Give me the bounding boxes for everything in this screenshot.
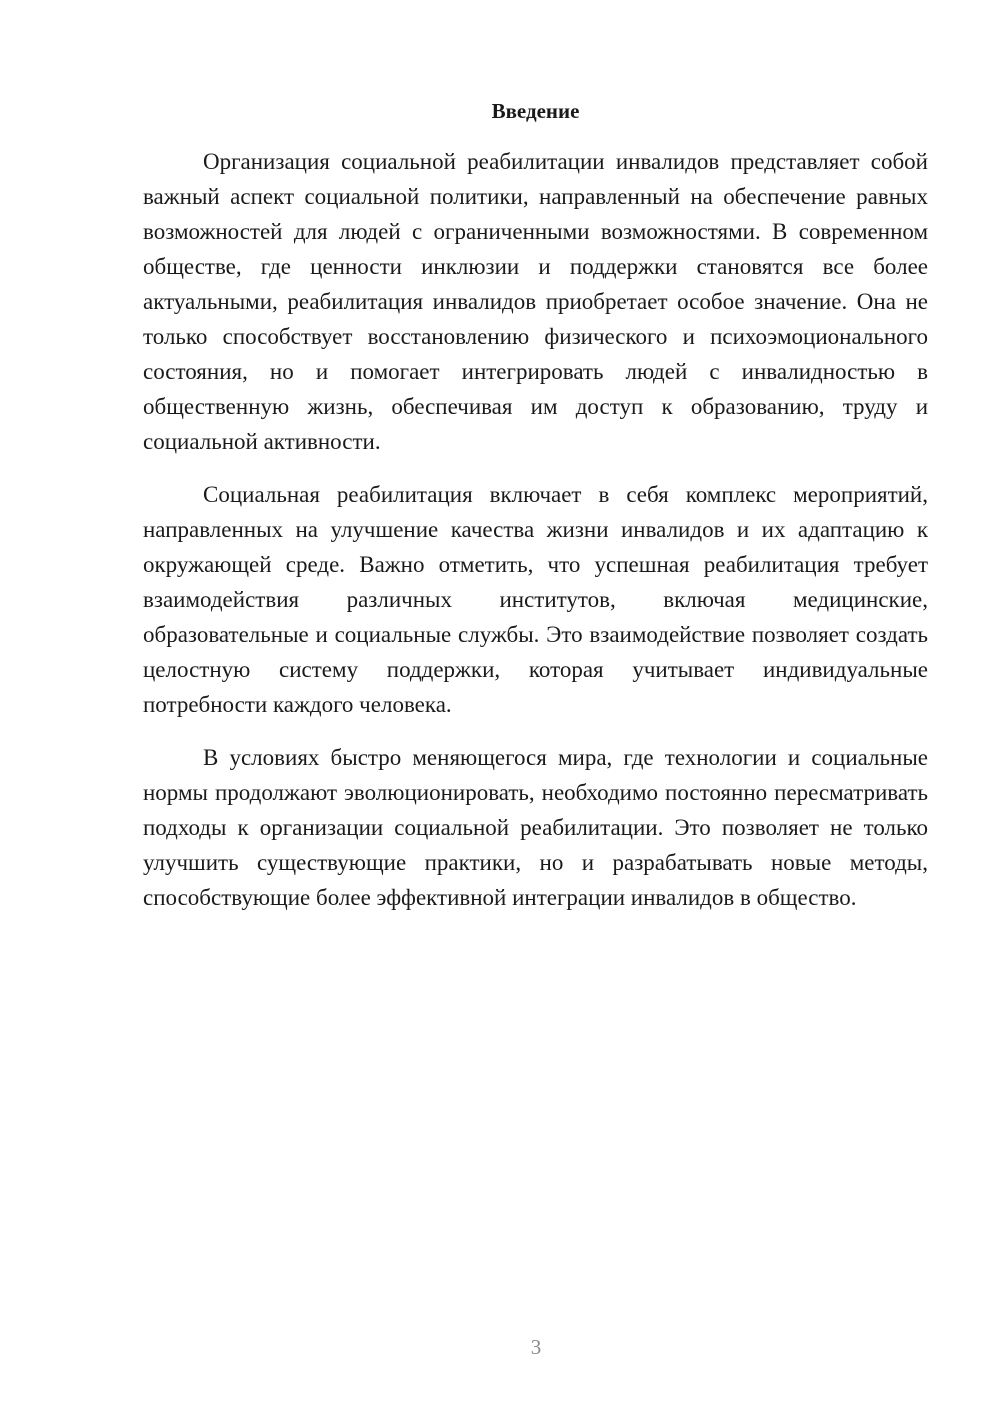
paragraph-2: Социальная реабилитация включает в себя комплекс мероприятий, направленных на улучшение качества жизни инвалидов и их адаптацию к окружающей среде. Важно отметить, что успешная реабилитация требует взаимодействия различных институтов, включая медицинские, образовательные и социальные службы. Это взаимодействие позволяет создать целостную систему поддержки, которая учитывает индивидуальные потребности каждого человека. <box>143 482 928 717</box>
paragraph-1: Организация социальной реабилитации инвалидов представляет собой важный аспект социальной политики, направленный на обеспечение равных возможностей для людей с ограниченными возможностями. В современном обществе, где ценности инклюзии и поддержки становятся все более актуальными, реабилитация инвалидов приобретает особое значение. Она не только способствует восстановлению физического и психоэмоционального состояния, но и помогает интегрировать людей с инвалидностью в общественную жизнь, обеспечивая им доступ к образованию, труду и социальной активности. <box>143 149 928 454</box>
paragraph-3: В условиях быстро меняющегося мира, где технологии и социальные нормы продолжают эволюционировать, необходимо постоянно пересматривать подходы к организации социальной реабилитации. Это позволяет не только улучшить существующие практики, но и разрабатывать новые методы, способствующие более эффективной интеграции инвалидов в общество. <box>143 745 928 910</box>
page-number: 3 <box>530 1335 542 1359</box>
page-heading: Введение <box>491 99 580 123</box>
body-text <box>143 144 928 933</box>
